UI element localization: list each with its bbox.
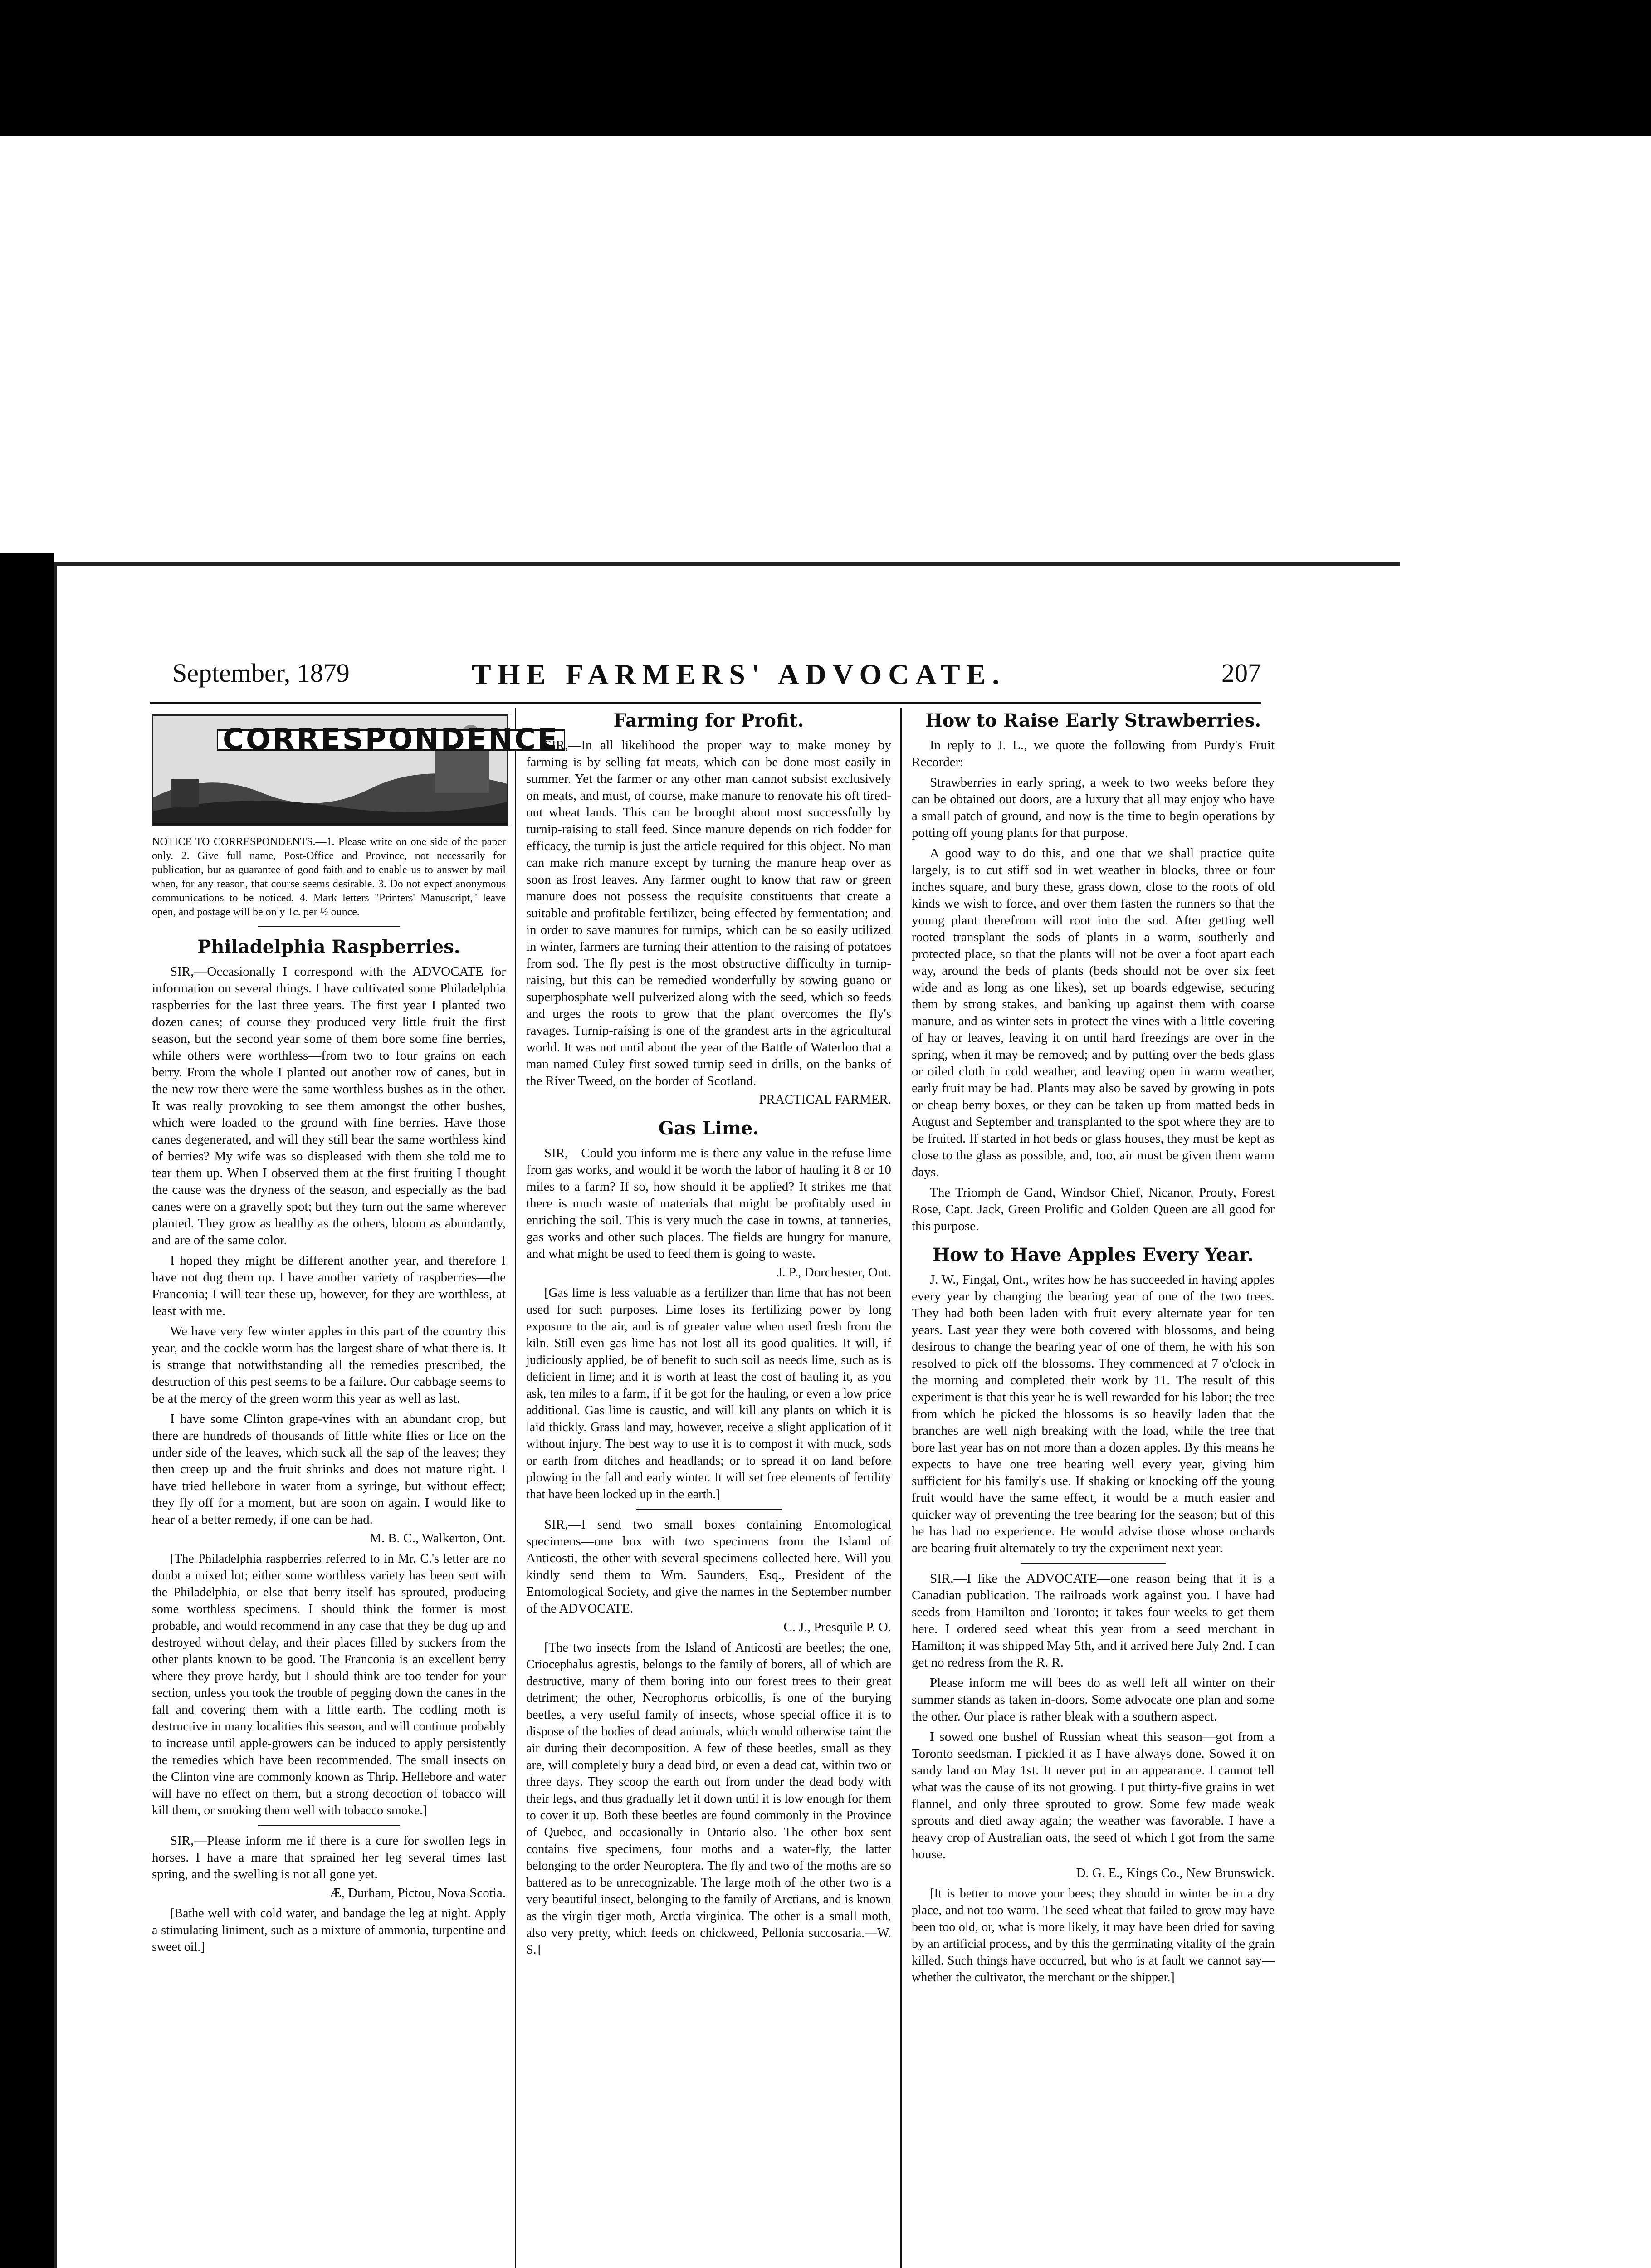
editor-reply: [The two insects from the Island of Anticosti are beetles; the one, Criocephalus agrestis, belongs to the family of borers, all of which are destructive, many of them boring into our forest trees to their great detriment; the other, Necrophorus orbicollis, is one of the burying beetles, a very useful family of insects, whose special office it is to dispose of the bodies of dead animals, which would otherwise taint the air during their decomposition. A few of these beetles, small as they are, will completely bury a dead bird, or even a dead cat, within two or three days. They scoop the earth out from under the dead body with their legs, and thus gradually let it down until it is low enough for them to cover it up. Both these beetles are found commonly in the Province of Quebec, and occasionally in Ontario also. The other box sent contains five specimens, four moths and a water-fly, the latter belonging to the order Neuroptera. The fly and two of the moths are so battered as to be unrecognizable. The large moth of the other two is a very beautiful insect, belonging to the family of Arctians, and is known as the virgin tiger moth, Arctia virginica. The other is a small moth, also very pretty, which feeds on chickweed, Pellonia succosaria.—W. S.] [526,1641,891,1957]
editor-reply: [It is better to move your bees; they should in winter be in a dry place, and not too warm. The seed wheat that failed to grow may have been too old, or, what is more likely, it may have been dried for saving by an artificial process, and by this the germinating vitality of the grain killed. Such things have occurred, but who is at fault we cannot say—whether the cultivator, the merchant or the shipper.] [912,1887,1275,1984]
paragraph: Strawberries in early spring, a week to two weeks before they can be obtained out doors, are a luxury that all may enjoy who have a small patch of ground, and now is the time to begin operations by potting off young plants for that purpose. [912,775,1275,840]
notice-to-correspondents: NOTICE TO CORRESPONDENTS.—1. Please write on one side of the paper only. 2. Give full name, Post-Office and Province, not necessarily for publication, but as guarantee of good faith and to enable us to answer by mail when, for any reason, that course seems desirable. 3. Do not expect anonymous communications to be noticed. 4. Mark letters "Printers' Manuscript," leave open, and postage will be only 1c. per ½ ounce. [152,836,506,918]
page-header [118,658,1261,699]
paragraph: We have very few winter apples in this part of the country this year, and the cockle worm has the largest share of what there is. It is strange that notwithstanding all the remedies prescribed, the destruction of this pest seems to be a failure. Our cabbage seems to be at the mercy of the green worm this year as well as last. [152,1324,506,1406]
article-heading-strawberries: How to Raise Early Strawberries. [925,710,1261,731]
article-heading-gas-lime: Gas Lime. [658,1118,759,1139]
article-heading-raspberries: Philadelphia Raspberries. [197,936,460,958]
masthead-title: THE FARMERS' ADVOCATE. [472,658,1006,690]
signature: C. J., Presquile P. O. [783,1620,891,1634]
paragraph: A good way to do this, and one that we shall practice quite largely, is to cut stiff sod in wet weather in blocks, three or four inches square, and bury these, grass down, close to the roots of old kinds we wish to force, and over them fasten the runners so that the young plant therefrom will root into the sod. After getting well rooted transplant the sods of plants in a warm, southerly and protected place, so that the plants will not be over a foot apart each way, around the beds of plants (beds should not be over six feet wide and as long as one likes), set up boards edgewise, securing them by strong stakes, and banking up against them with coarse manure, and as winter sets in protect the vines with a little covering of hay or leaves, leaving it on until hard freezings are over in the spring, when it may be removed; and by putting over the beds glass or oiled cloth in cold weather, and leaving open in warm weather, early fruit may be had. Plants may also be saved by growing in pots or cheap berry boxes, or they can be taken up from matted beds in August and September and transplanted to the spot where they are to be fruited. If started in hot beds or glass houses, they must be kept as close to the glass as possible, and, too, air must be given them warm days. [912,846,1275,1179]
editor-reply: [Gas lime is less valuable as a fertilizer than lime that has not been used for such purposes. Lime loses its fertilizing power by long exposure to the air, and is of greater value when used fresh from the kiln. Still even gas lime has not lost all its good qualities. It will, if judiciously applied, be of benefit to such soil as needs lime, such as is deficient in lime; and it is worth at least the cost of hauling it, as you ask, ten miles to a farm, if it be got for the hauling, or even a low price additional. Gas lime is caustic, and will kill any plants on which it is laid thickly. Grass land may, however, receive a slight application of it without injury. The best way to use it is to compost it with muck, sods or earth from ditches and headlands; or to spread it on land before plowing in the fall and early winter. It will set free elements of fertility that have been locked up in the earth.] [526,1286,891,1501]
paragraph: I sowed one bushel of Russian wheat this season—got from a Toronto seedsman. I pickled it as I have always done. Sowed it on sandy land on May 1st. It never put in an appearance. I cannot tell what was the cause of its not growing. I put thirty-five grains in wet flannel, and only three sprouted to grow. Some few made weak sprouts and died away again; the weather was favorable. I have a heavy crop of Australian oats, the seed of which I got from the same house. [912,1730,1275,1862]
banner-bottom-edge [153,823,507,825]
signature: PRACTICAL FARMER. [759,1092,891,1107]
middle-column [526,708,891,1962]
paragraph: J. W., Fingal, Ont., writes how he has succeeded in having apples every year by changing the bearing year of one of the two trees. They had both been laden with fruit every alternate year for ten years. Last year they were both covered with blossoms, and being desirous to change the bearing year of one of them, he with his son resolved to pick off the blossoms. They commenced at 7 o'clock in the morning and completed their work by 11. The result of this experiment is that this year he is well rewarded for his labor; the tree from which he picked the blossoms is so heavily laden that the branches are well nigh breaking with the load, while the tree that bore last year has on not more than a dozen apples. By this means he expects to have one tree bearing well every year, giving him sufficient for his family's use. If shaking or knocking off the young fruit would have the same effect, it would be a much easier and quicker way of preventing the tree bearing for the season; but of this he has had no experience. He would advise those whose orchards are bearing fruit alternately to try the experiment next year. [912,1272,1275,1555]
article-heading-farming-for-profit: Farming for Profit. [613,710,804,731]
header-rule [150,702,1261,704]
header-date: September, 1879 [172,658,350,688]
divider [258,926,400,927]
divider [258,1825,400,1826]
correspondence-banner [152,714,559,826]
right-column [912,708,1275,1989]
editor-reply: [The Philadelphia raspberries referred to in Mr. C.'s letter are no doubt a mixed lot; either some worthless variety has been sent with the Philadelphia, or else that berry itself has sprouted, producing some worthless specimens. I should think the former is most probable, and would recommend in any case that they be dug up and destroyed without delay, and their places filled by suckers from the other plants known to be good. The Franconia is an excellent berry where they prove hardy, but I should think are too tender for your section, unless you took the trouble of pegging down the canes in the fall and covering them with a little earth. The codling moth is destructive in many localities this season, and will continue probably to increase until apple-growers can be induced to apply persistently the remedies which have been recommended. The small insects on the Clinton vine are commonly known as Thrip. Hellebore and water will have no effect on them, but a strong decoction of tobacco will kill them, or smoking them well with tobacco smoke.] [152,1552,506,1818]
left-column [152,714,559,1959]
divider [1021,1563,1166,1564]
paragraph: I hoped they might be different another year, and therefore I have not dug them up. I have another variety of raspberries—the Franconia; I will tear these up, however, for they are worthless, at least with me. [152,1253,506,1318]
signature: M. B. C., Walkerton, Ont. [369,1531,506,1545]
paragraph: The Triomph de Gand, Windsor Chief, Nicanor, Prouty, Forest Rose, Capt. Jack, Green Prolific and Golden Queen are all good for this purpose. [912,1185,1275,1233]
paragraph: In reply to J. L., we quote the following from Purdy's Fruit Recorder: [912,738,1275,769]
paragraph: Please inform me will bees do as well left all winter on their summer stands as taken in-doors. Some advocate one plan and some the other. Our place is rather bleak with a southern aspect. [912,1676,1275,1724]
scan-left-margin [0,553,54,2268]
column-divider-2 [900,708,902,2268]
page-number: 207 [1221,658,1261,688]
column-divider-1 [515,708,516,2268]
correspondence-heading: CORRESPONDENCE [217,729,565,751]
paragraph: SIR,—Occasionally I correspond with the ADVOCATE for information on several things. I have cultivated some Philadelphia raspberries for the last three years. The first year I planted two dozen canes; of course they produced very little fruit the first season, but the second year some of them bore some fine berries, while others were worthless—from two to four grains on each berry. From the whole I planted out another row of canes, but in the new row there were the same worthless bushes as in the other. It was really provoking to see them amongst the other bushes, which were loaded to the ground with fine berries. Have those canes degenerated, and will they still bear the same worthless kind of berries? My wife was so displeased with them she told me to tear them up. When I observed them at the first fruiting I thought the cause was the dryness of the season, and especially as the bad canes were on a gravelly spot; but they turn out the same wherever planted. They grow as healthy as the others, bloom as abundantly, and are of the same color. [152,964,506,1247]
article-heading-apples: How to Have Apples Every Year. [933,1244,1254,1266]
signature: J. P., Dorchester, Ont. [777,1265,891,1280]
signature: D. G. E., Kings Co., New Brunswick. [1076,1866,1275,1880]
editor-reply: [Bathe well with cold water, and bandage the leg at night. Apply a stimulating liniment, such as a mixture of ammonia, turpentine and sweet oil.] [152,1906,506,1954]
signature: Æ, Durham, Pictou, Nova Scotia. [329,1886,506,1900]
paragraph: SIR,—I send two small boxes containing Entomological specimens—one box with two specimens from the Island of Anticosti, the other with several specimens collected here. Will you kindly send them to Wm. Saunders, Esq., President of the Entomological Society, and give the names in the September number of the ADVOCATE. [526,1517,891,1616]
paragraph: I have some Clinton grape-vines with an abundant crop, but there are hundreds of thousands of little white flies or lice on the under side of the leaves, which suck all the sap of the leaves; they then creep up and the fruit shrinks and does not mature right. I have tried hellebore in water from a syringe, but without effect; they fly off for a moment, but are soon on again. I would like to hear of a better remedy, if one can be had. [152,1412,506,1527]
paragraph: SIR,—In all likelihood the proper way to make money by farming is by selling fat meats, which can be done most easily in summer. Yet the farmer or any other man cannot subsist exclusively on meats, and must, of course, make manure to renovate his oft tired-out wheat lands. This can be brought about most successfully by turnip-raising to stall feed. Since manure depends on rich fodder for efficacy, the turnip is just the article required for this object. No man can make rich manure except by turning the manure heap over as soon as frost leaves. Any farmer ought to know that raw or green manure does not possess the requisite constituents that create a suitable and profitable fertilizer, being effected by fermentation; and in order to save manures for turnips, which can be so easily utilized in winter, farmers are turning their attention to the raising of potatoes from sod. The fly pest is the most obstructive difficulty in turnip-raising, but this can be remedied wonderfully by sowing guano or superphosphate well pulverized along with the seed, which so feeds and urges the roots to grow that the plant overcomes the fly's ravages. Turnip-raising is one of the grandest arts in the agricultural world. It was not until about the year of the Battle of Waterloo that a man named Culey first sowed turnip seed in drills, on the banks of the River Tweed, on the border of Scotland. [526,738,891,1088]
divider [636,1509,782,1510]
paragraph: SIR,—I like the ADVOCATE—one reason being that it is a Canadian publication. The railroads work against you. I have had seeds from Hamilton and Toronto; it takes four weeks to get them here. I ordered seed wheat this year from a seed merchant in Hamilton; it was shipped May 5th, and it arrived here July 2nd. I can get no redress from the R. R. [912,1571,1275,1670]
paragraph: SIR,—Please inform me if there is a cure for swollen legs in horses. I have a mare that sprained her leg several times last spring, and the swelling is not all gone yet. [152,1833,506,1882]
paragraph: SIR,—Could you inform me is there any value in the refuse lime from gas works, and would it be worth the labor of hauling it 8 or 10 miles to a farm? If so, how should it be applied? It strikes me that there is much waste of materials that might be profitably used in enriching the soil. This is very much the case in towns, at tanneries, gas works and other such places. The fields are hungry for manure, and what might be used to feed them is going to waste. [526,1146,891,1261]
